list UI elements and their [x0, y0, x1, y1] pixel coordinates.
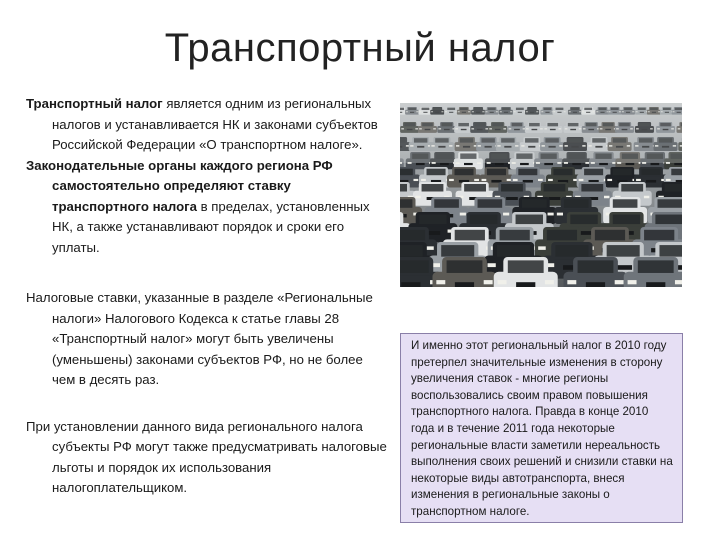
slide-title: Транспортный налог — [164, 26, 556, 70]
traffic-jam-photo — [400, 103, 682, 287]
paragraph-definition-text: является одним из региональных налогов и устанавливается НК и законами субъектов Российской Федерации «О транспортном налоге». — [52, 96, 378, 152]
paragraph-legislature-text: в пределах, установленных НК, а также устанавливают порядок и сроки его уплаты. — [52, 198, 370, 255]
left-text-column — [26, 94, 388, 499]
paragraph-legislature — [26, 156, 388, 259]
paragraph-rates: Налоговые ставки, указанные в разделе «Региональные налоги» Налогового Кодекса к статье главы 28 «Транспортный налог» могут быть увеличены (уменьшены) законами субъектов РФ, но не более чем в десять раз. — [26, 290, 373, 387]
paragraph-benefits: При установлении данного вида регионального налога субъекты РФ могут также предусматривать налоговые льготы и порядок их использования налогоплательщиком. — [26, 418, 387, 495]
paragraph-definition — [26, 94, 388, 156]
callout-box: И именно этот региональный налог в 2010 году претерпел значительные изменения в сторону увеличения ставок - многие регионы воспользовались своим правом повышения транспортного налога. Правда в конце 2010 года и в течение 2011 года некоторые региональные власти заметили нереальность выполнения своих решений и снизили ставки на некоторые виды автотранспорта, внеся изменения в региональные законы о транспортном налоге. — [400, 333, 683, 523]
paragraph-definition-bold: Транспортный налог — [26, 96, 163, 111]
paragraph-legislature-bold: Законодательные органы каждого региона РФ самостоятельно определяют ставку транспортного налога — [26, 157, 333, 214]
